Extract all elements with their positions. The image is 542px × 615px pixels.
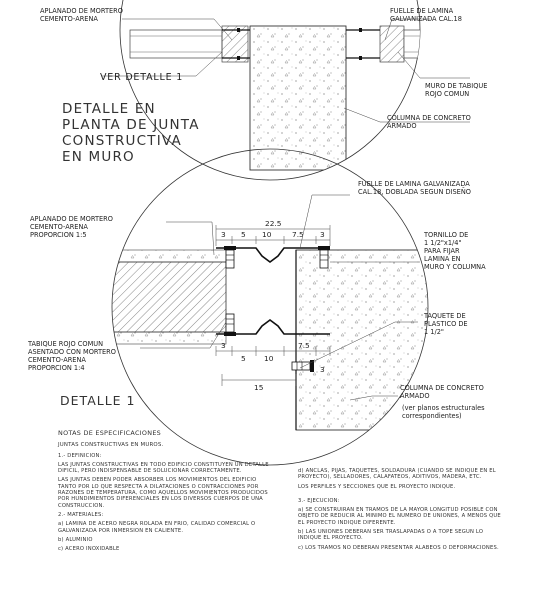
detail-columna-label-2: ARMADO	[400, 392, 430, 400]
detail-title: DETALLE 1	[60, 393, 136, 408]
top-fuelle-label-1: FUELLE DE LAMINA	[390, 7, 454, 15]
detail-tabique-label-3: CEMENTO-ARENA	[28, 356, 86, 364]
dim-22-5: 22.5	[265, 219, 282, 228]
notes-right-item-4: a) SE CONSTRUIRAN EN TRAMOS DE LA MAYOR LONGITUD POSIBLE CON OBJETO DE REDUCIR AL MINIMO EL NUMERO DE UNIONES, A MENOS QUE EL PROYECTO INDIQUE DIFERENTE.	[298, 507, 501, 526]
dim-3-top-left: 3	[221, 230, 226, 239]
detail-fuelle-label-1: FUELLE DE LAMINA GALVANIZADA	[358, 180, 470, 188]
detail-fuelle-label-2: CAL.18, DOBLADA SEGUN DISEÑO	[358, 188, 471, 196]
top-plan-detail	[40, 0, 487, 180]
detail-tornillo-label-2: 1 1/2"x1/4"	[424, 239, 462, 247]
dim-3-bottom-left: 3	[221, 341, 226, 350]
detail-columna-label-1: COLUMNA DE CONCRETO	[400, 384, 484, 392]
notes-left-item-4: 2.- MATERIALES:	[58, 511, 104, 518]
notes-right-item-6: c) LOS TRAMOS NO DEBERAN PRESENTAR ALABEOS O DEFORMACIONES.	[298, 544, 499, 551]
top-muro-label-2: ROJO COMUN	[425, 90, 470, 98]
notes-left-item-5: a) LAMINA DE ACERO NEGRA ROLADA EN FRIO, CALIDAD COMERCIAL O GALVANIZADA POR INMERSION EN CALIENTE.	[58, 521, 256, 534]
detail-tabique-label-1: TABIQUE ROJO COMUN	[28, 340, 104, 348]
notes-right-column	[298, 468, 504, 554]
detail-concrete-column	[296, 250, 446, 430]
top-columna-label-2: ARMADO	[387, 122, 417, 130]
notes-right-item-3: 3.- EJECUCION:	[298, 497, 340, 504]
notes-right-item-1: d) ANCLAS, PIJAS, TAQUETES, SOLDADURA (CUANDO SE INDIQUE EN EL PROYECTO), SELLADORES, CALAFATEOS, ADITIVOS, MADERA, ETC.	[298, 468, 496, 481]
dim-7-5-top: 7.5	[292, 230, 304, 239]
detail-aplanado-label-3: PROPORCION 1:5	[30, 231, 87, 239]
notes-right-item-5: b) LAS UNIONES DEBERAN SER TRASLAPADAS O A TOPE SEGUN LO INDIQUE EL PROYECTO.	[298, 529, 484, 542]
detail-taquete-label-2: PLASTICO DE	[424, 320, 468, 328]
detail-screw-bottom-right	[292, 360, 314, 372]
dim-3-top-right: 3	[320, 230, 325, 239]
notes-left-item-7: c) ACERO INOXIDABLE	[58, 546, 120, 553]
notes-right-item-2: LOS PERFILES Y SECCIONES QUE EL PROYECTO INDIQUE.	[298, 483, 456, 490]
notes-left-column	[58, 430, 272, 555]
detail-ver-label-1: (ver planos estructurales	[402, 404, 485, 412]
dim-10-bottom: 10	[264, 354, 274, 363]
notes-left-item-6: b) ALUMINIO	[58, 536, 93, 543]
notes-left-item-1: 1.- DEFINICION:	[58, 452, 102, 459]
top-columna-label-1: COLUMNA DE CONCRETO	[387, 114, 471, 122]
dim-7-5-bottom: 7.5	[298, 341, 310, 350]
detail-tabique-label-2: ASENTADO CON MORTERO	[28, 348, 116, 356]
dim-5-bottom: 5	[241, 354, 246, 363]
dim-3-bottom-right: 3	[320, 365, 325, 374]
detail-aplanado-label-2: CEMENTO-ARENA	[30, 223, 88, 231]
top-concrete-column	[250, 26, 346, 170]
notes-subtitle: JUNTAS CONSTRUCTIVAS EN MUROS.	[58, 442, 164, 449]
top-right-wall-plaster	[404, 30, 444, 58]
top-left-wall-plaster	[130, 30, 222, 58]
top-muro-label-1: MURO DE TABIQUE	[425, 82, 488, 90]
top-title-line-4: EN MURO	[62, 149, 135, 165]
detail-tornillo-label-1: TORNILLO DE	[424, 231, 469, 239]
detail-brick-wall	[100, 262, 226, 332]
notes-left-item-2: LAS JUNTAS CONSTRUCTIVAS EN TODO EDIFICIO CONSTITUYEN UN DETALLE DIFICIL, PERO INDISPENSABLE DE SOLUCIONAR CORRECTAMENTE.	[58, 461, 269, 475]
detail-screw-top-right	[318, 246, 330, 268]
top-left-brick-hatch	[222, 26, 248, 62]
dim-15: 15	[254, 383, 264, 392]
top-right-brick-hatch	[380, 26, 404, 62]
detail-tornillo-label-5: MURO Y COLUMNA	[424, 263, 486, 271]
top-title-line-2: PLANTA DE JUNTA	[62, 117, 200, 133]
dim-5-top: 5	[241, 230, 246, 239]
top-aplanado-label-1: APLANADO DE MORTERO	[40, 7, 123, 15]
detail-plaster-bottom	[100, 332, 226, 344]
notes-left-item-3: LAS JUNTAS DEBEN PODER ABSORBER LOS MOVIMIENTOS DEL EDIFICIO TANTO POR LO QUE RESPECTA A DILATACIONES O CONTRACCIONES POR RAZONES DE TEMPERATURA, COMO AQUELLOS MOVIMIENTOS PRODUCIDOS POR HUNDIMIENTOS DIFERENCIALES EN LOS DIVERSOS CUERPOS DE UNA CONSTRUCCION.	[58, 477, 268, 509]
top-fuelle-label-2: GALVANIZADA CAL.18	[390, 15, 462, 23]
notes-title: NOTAS DE ESPECIFICACIONES	[58, 429, 162, 437]
detail-screw-top-left	[224, 246, 236, 268]
detail-1	[27, 149, 486, 465]
detail-tabique-label-4: PROPORCION 1:4	[28, 364, 85, 372]
detail-ver-label-2: correspondientes)	[402, 412, 462, 420]
detail-aplanado-label-1: APLANADO DE MORTERO	[30, 215, 113, 223]
dim-10-top: 10	[262, 230, 272, 239]
detail-screw-bottom-left	[224, 314, 236, 336]
detail-taquete-label-1: TAQUETE DE	[424, 312, 466, 320]
detail-tornillo-label-3: PARA FIJAR	[424, 247, 460, 255]
top-title-line-1: DETALLE EN	[62, 101, 156, 117]
top-ver-detalle-label: VER DETALLE 1	[100, 72, 184, 83]
top-aplanado-label-2: CEMENTO-ARENA	[40, 15, 98, 23]
detail-tornillo-label-4: LAMINA EN	[424, 255, 461, 263]
top-title-line-3: CONSTRUCTIVA	[62, 133, 182, 149]
detail-taquete-label-3: 1 1/2"	[424, 328, 444, 336]
